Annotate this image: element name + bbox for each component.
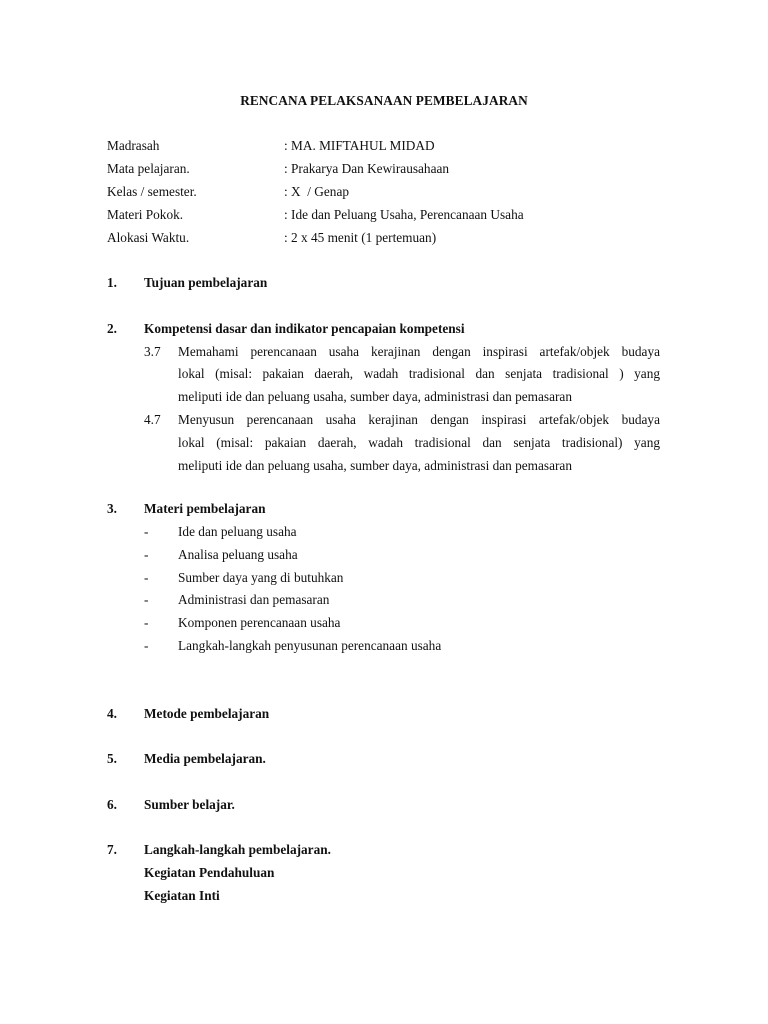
section-7-number: 7. <box>107 842 117 857</box>
section-7-title: Langkah-langkah pembelajaran. <box>144 842 331 857</box>
kd-3-7-line-2: lokal (misal: pakaian daerah, wadah tradisional dan senjata tradisional ) yang <box>178 366 660 381</box>
section-3-title: Materi pembelajaran <box>144 501 266 516</box>
bullet-marker: - <box>144 570 149 585</box>
section-4-number: 4. <box>107 706 117 721</box>
bullet-marker: - <box>144 524 149 539</box>
bullet-item: Langkah-langkah penyusunan perencanaan usaha <box>178 638 442 653</box>
section-1-number: 1. <box>107 275 117 290</box>
kd-3-7-line-3: meliputi ide dan peluang usaha, sumber daya, administrasi dan pemasaran <box>178 389 572 404</box>
section-5-number: 5. <box>107 751 117 766</box>
info-value-kelas: : X / Genap <box>284 184 349 199</box>
info-value-materi: : Ide dan Peluang Usaha, Perencanaan Usaha <box>284 207 524 222</box>
section-5-title: Media pembelajaran. <box>144 751 266 766</box>
section-3-number: 3. <box>107 501 117 516</box>
subheading-kegiatan-pendahuluan: Kegiatan Pendahuluan <box>144 865 275 880</box>
bullet-item: Ide dan peluang usaha <box>178 524 297 539</box>
section-6-title: Sumber belajar. <box>144 797 235 812</box>
kd-4-7-line-1: Menyusun perencanaan usaha kerajinan dengan inspirasi artefak/objek budaya <box>178 412 660 427</box>
info-label-mapel: Mata pelajaran. <box>107 161 190 176</box>
info-label-alokasi: Alokasi Waktu. <box>107 230 190 245</box>
info-value-madrasah: : MA. MIFTAHUL MIDAD <box>284 138 435 153</box>
info-value-mapel: : Prakarya Dan Kewirausahaan <box>284 161 450 176</box>
bullet-item: Sumber daya yang di butuhkan <box>178 570 344 585</box>
bullet-marker: - <box>144 615 149 630</box>
section-6-number: 6. <box>107 797 117 812</box>
section-2-title: Kompetensi dasar dan indikator pencapaian kompetensi <box>144 321 465 336</box>
kd-3-7-line-1: Memahami perencanaan usaha kerajinan dengan inspirasi artefak/objek budaya <box>178 344 660 359</box>
kd-code-4-7: 4.7 <box>144 412 161 427</box>
section-2-number: 2. <box>107 321 117 336</box>
kd-4-7-line-3: meliputi ide dan peluang usaha, sumber daya, administrasi dan pemasaran <box>178 458 572 473</box>
info-label-kelas: Kelas / semester. <box>107 184 197 199</box>
bullet-marker: - <box>144 547 149 562</box>
subheading-kegiatan-inti: Kegiatan Inti <box>144 888 220 903</box>
section-4-title: Metode pembelajaran <box>144 706 270 721</box>
bullet-marker: - <box>144 592 149 607</box>
info-label-madrasah: Madrasah <box>107 138 160 153</box>
info-label-materi: Materi Pokok. <box>107 207 184 222</box>
kd-code-3-7: 3.7 <box>144 344 161 359</box>
kd-4-7-line-2: lokal (misal: pakaian daerah, wadah tradisional dan senjata tradisional) yang <box>178 435 660 450</box>
bullet-item: Analisa peluang usaha <box>178 547 298 562</box>
bullet-marker: - <box>144 638 149 653</box>
document-title: RENCANA PELAKSANAAN PEMBELAJARAN <box>240 93 528 108</box>
bullet-item: Administrasi dan pemasaran <box>178 592 330 607</box>
info-value-alokasi: : 2 x 45 menit (1 pertemuan) <box>284 230 437 245</box>
bullet-item: Komponen perencanaan usaha <box>178 615 341 630</box>
section-1-title: Tujuan pembelajaran <box>144 275 268 290</box>
